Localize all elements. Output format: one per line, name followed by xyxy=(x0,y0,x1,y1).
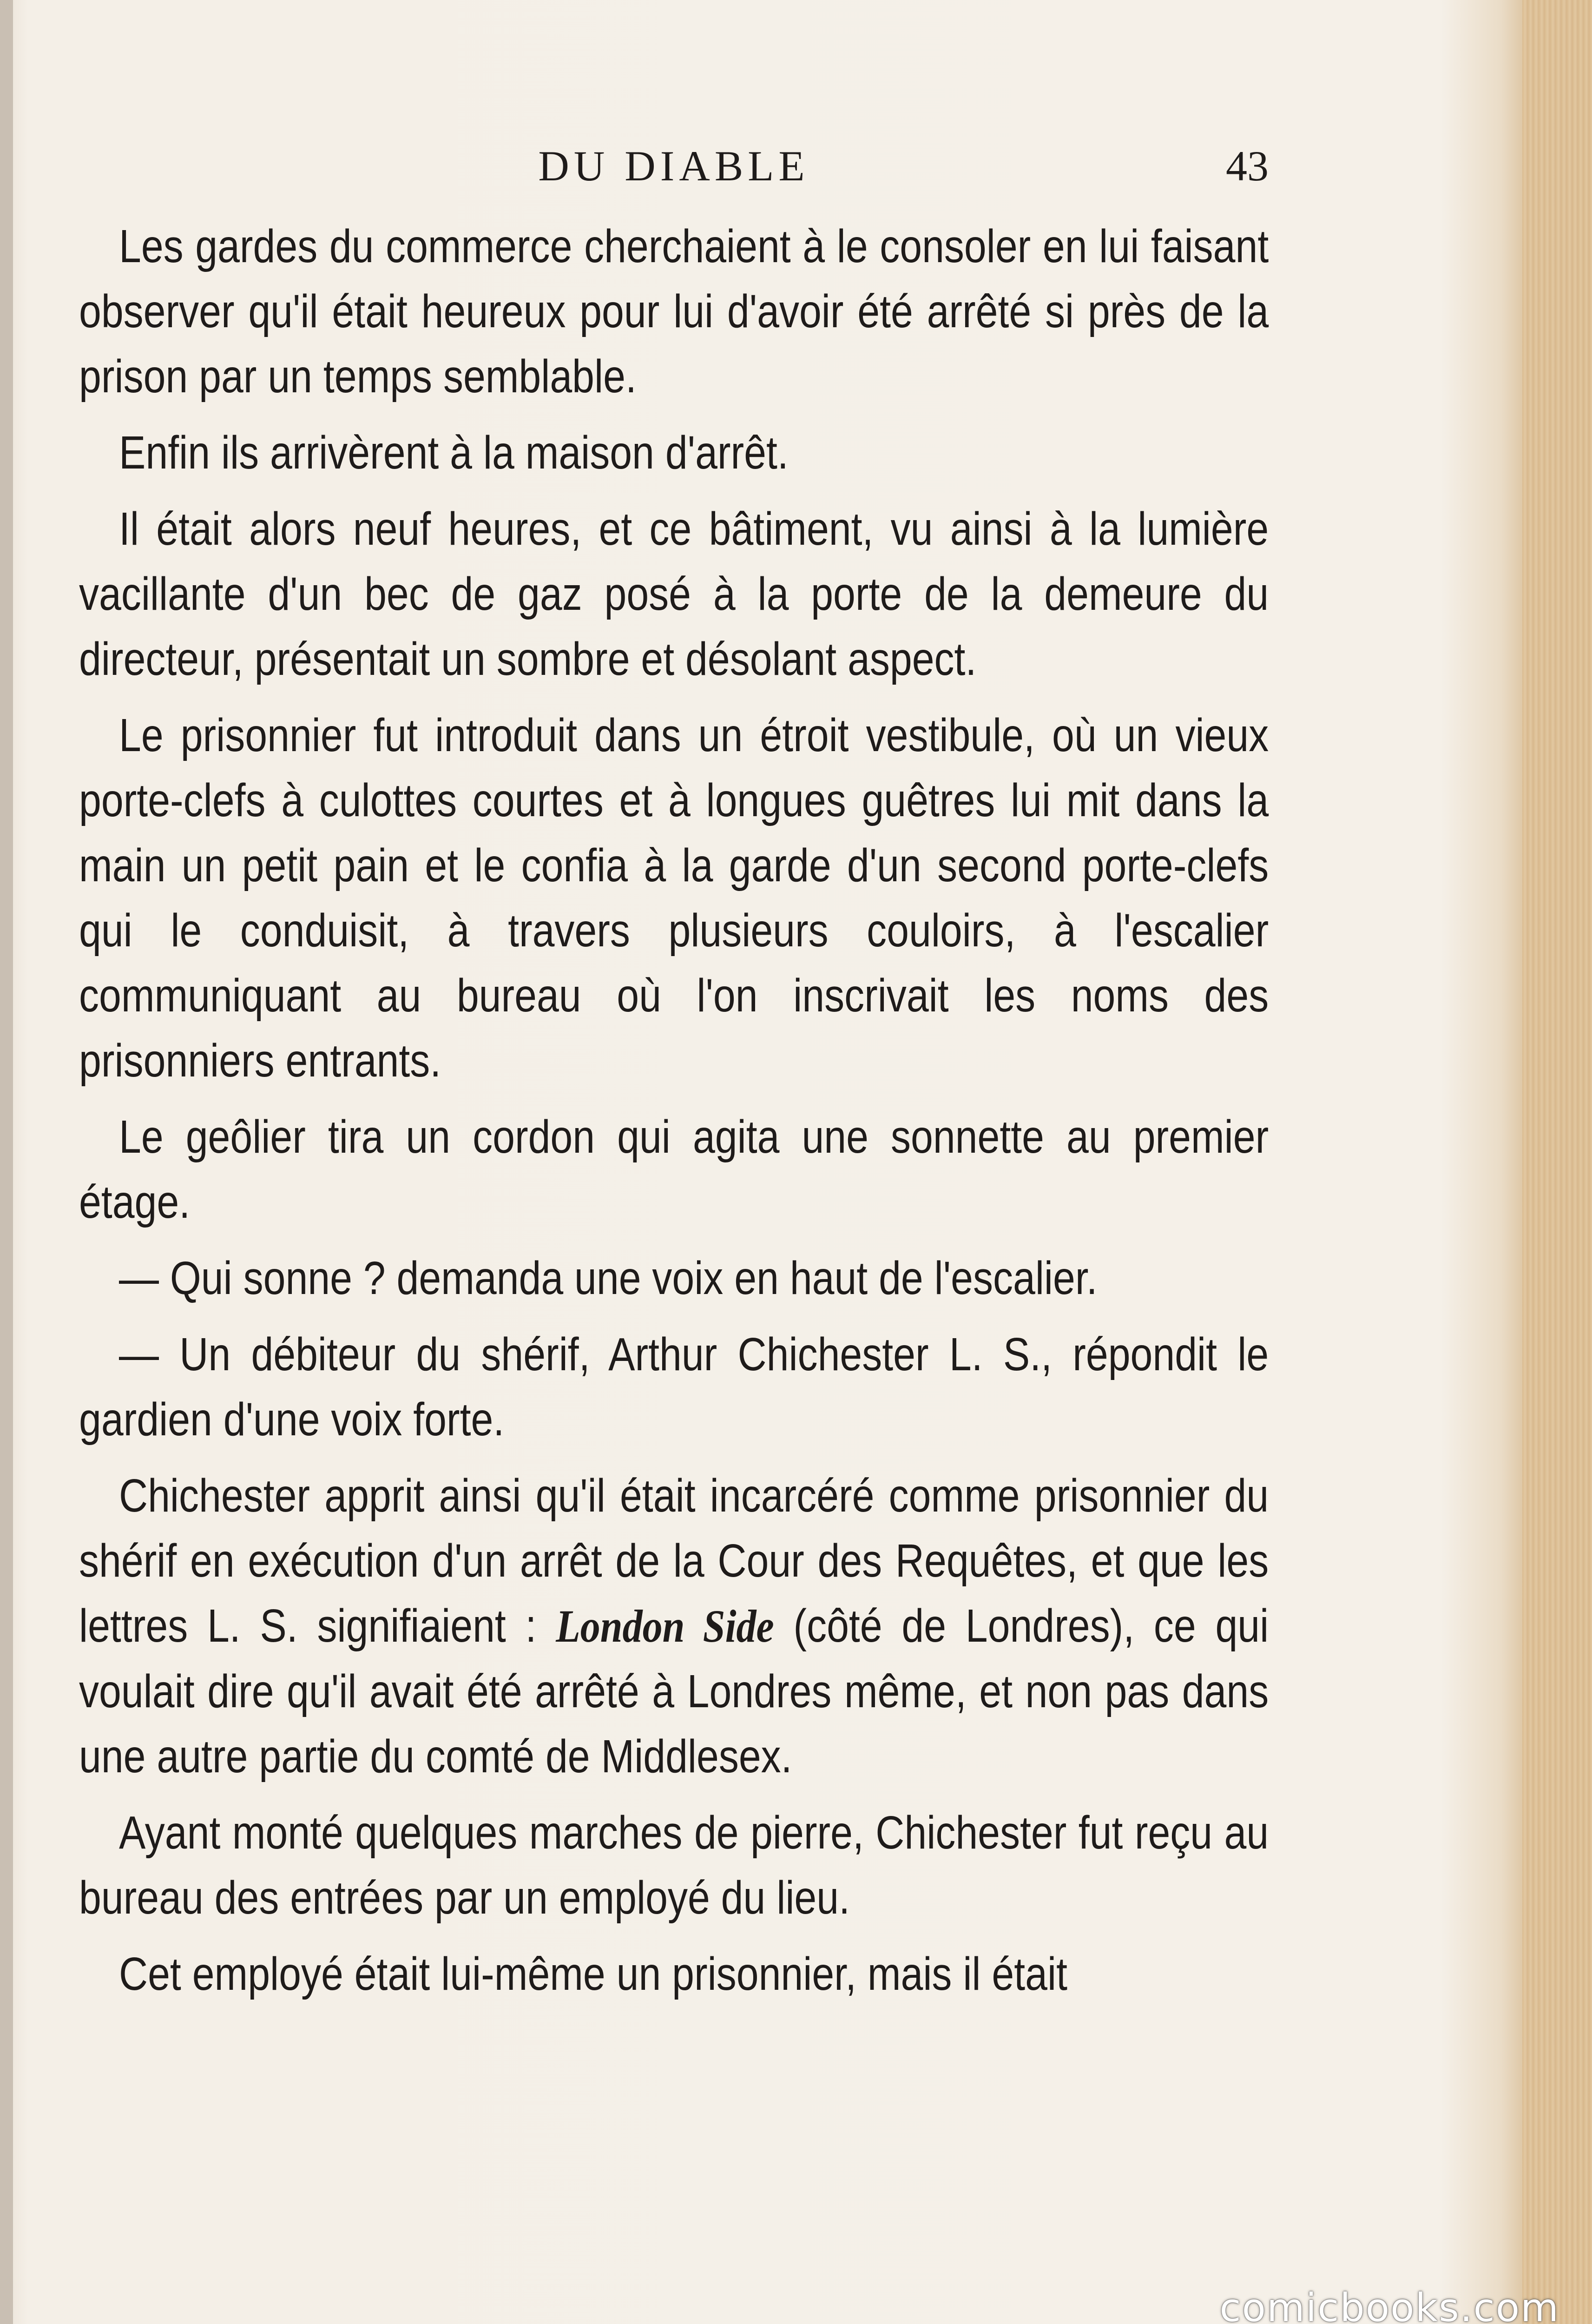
watermark: comicbooks.com xyxy=(1219,2285,1559,2324)
paragraph-6-dialogue: — Qui sonne ? demanda une voix en haut de l'escalier. xyxy=(119,1252,1098,1304)
paragraph-8-before: Chichester apprit ainsi qu'il était incarcéré comme prisonnier du shérif en exécution d'un arrêt de la Cour des Requêtes, et que les lettres L. S. signifiaient : xyxy=(79,1470,1269,1652)
paragraph-8-after: (côté de Londres), ce qui voulait dire qu'il avait été arrêté à Londres même, et non pas dans une autre partie du comté de Middlesex. xyxy=(79,1600,1269,1783)
paragraph-5: Le geôlier tira un cordon qui agita une sonnette au premier étage. xyxy=(79,1111,1269,1228)
paragraph-2: Enfin ils arrivèrent à la maison d'arrêt. xyxy=(119,427,789,479)
paragraph-8-italic: London Side xyxy=(556,1600,774,1652)
paragraph-3: Il était alors neuf heures, et ce bâtiment, vu ainsi à la lumière vacillante d'un bec de gaz posé à la porte de la demeure du directeur, présentait un sombre et désolant aspect. xyxy=(79,503,1269,685)
paragraph-9: Ayant monté quelques marches de pierre, Chichester fut reçu au bureau des entrées par un employé du lieu. xyxy=(79,1807,1269,1924)
body-text xyxy=(79,214,1269,2018)
page-number: 43 xyxy=(1226,142,1269,190)
paragraph-8 xyxy=(79,1463,1269,1789)
paragraph-10: Cet employé était lui-même un prisonnier, mais il était xyxy=(119,1948,1067,2000)
page-edge xyxy=(1522,0,1592,2324)
running-head xyxy=(79,136,1269,196)
paragraph-7-dialogue: — Un débiteur du shérif, Arthur Chichester L. S., répondit le gardien d'une voix forte. xyxy=(79,1328,1269,1446)
paragraph-4: Le prisonnier fut introduit dans un étroit vestibule, où un vieux porte-clefs à culottes courtes et à longues guêtres lui mit dans la main un petit pain et le confia à la garde d'un second porte-clefs qui le conduisit, à travers plusieurs couloirs, à l'escalier communiquant au bureau où l'on inscrivait les noms des prisonniers entrants. xyxy=(79,709,1269,1087)
paragraph-1: Les gardes du commerce cherchaient à le consoler en lui faisant observer qu'il était heureux pour lui d'avoir été arrêté si près de la prison par un temps semblable. xyxy=(79,220,1269,403)
running-title: DU DIABLE xyxy=(538,142,809,190)
binding-shadow xyxy=(0,0,13,2324)
